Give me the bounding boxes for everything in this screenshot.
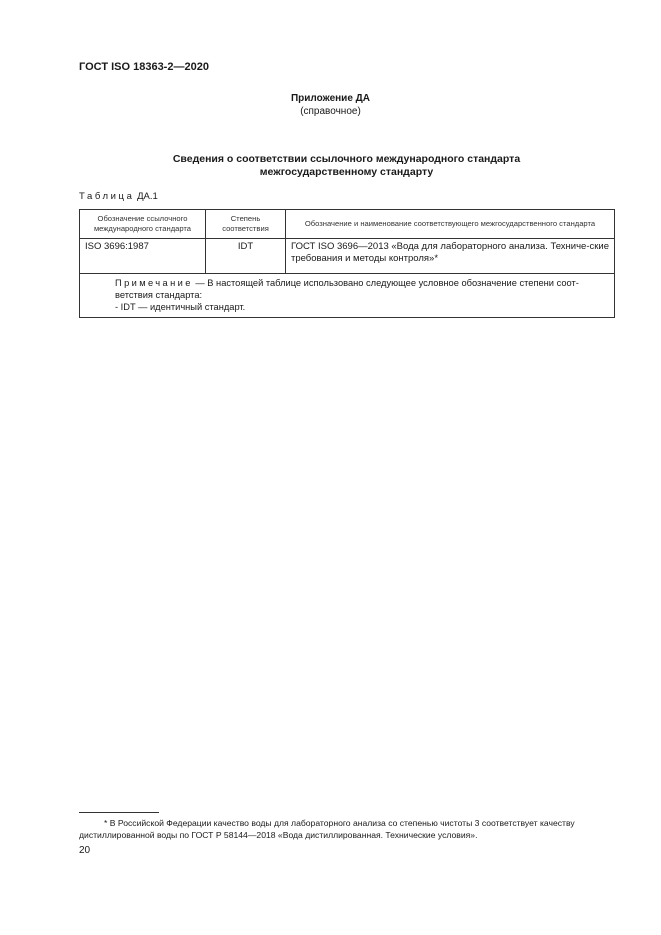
table-label-number: ДА.1 — [137, 191, 158, 202]
footnote-divider — [79, 812, 159, 813]
column-header-degree: Степень соответствия — [206, 210, 286, 239]
section-title-line-1: Сведения о соответствии ссылочного международного стандарта — [172, 153, 521, 165]
cell-national-standard: ГОСТ ISO 3696—2013 «Вода для лабораторного анализа. Техниче-ские требования и методы контроля»* — [286, 239, 615, 274]
note-label: Примечание — [115, 278, 193, 288]
footnote: * В Российской Федерации качество воды для лабораторного анализа со степенью чистоты 3 соответствует качеству дистиллированной воды по ГОСТ Р 58144—2018 «Вода дистиллированная. Технические условия». — [79, 818, 575, 840]
table-label-prefix: Таблица — [79, 191, 135, 202]
note-item: - IDT — идентичный стандарт. — [115, 302, 246, 312]
column-header-national-standard: Обозначение и наименование соответствующего межгосударственного стандарта — [286, 210, 615, 239]
note-text: — В настоящей таблице использовано следующее условное обозначение степени соот-ветствия стандарта: — [115, 278, 579, 300]
table-note-row — [80, 274, 615, 318]
section-title-line-2: межгосударственному стандарту — [259, 166, 434, 178]
column-header-reference-standard: Обозначение ссылочного международного стандарта — [80, 210, 206, 239]
table-label — [79, 191, 158, 202]
appendix-title: Приложение ДА — [290, 93, 371, 104]
table-note — [80, 274, 615, 318]
section-title — [0, 153, 661, 179]
cell-reference-standard: ISO 3696:1987 — [80, 239, 206, 274]
table-row — [80, 239, 615, 274]
page-number: 20 — [79, 845, 91, 856]
document-code: ГОСТ ISO 18363-2—2020 — [79, 61, 209, 73]
cell-degree: IDT — [206, 239, 286, 274]
appendix-subtitle: (справочное) — [300, 106, 361, 117]
appendix-heading — [0, 92, 661, 118]
correspondence-table — [79, 209, 615, 318]
table-header-row — [80, 210, 615, 239]
